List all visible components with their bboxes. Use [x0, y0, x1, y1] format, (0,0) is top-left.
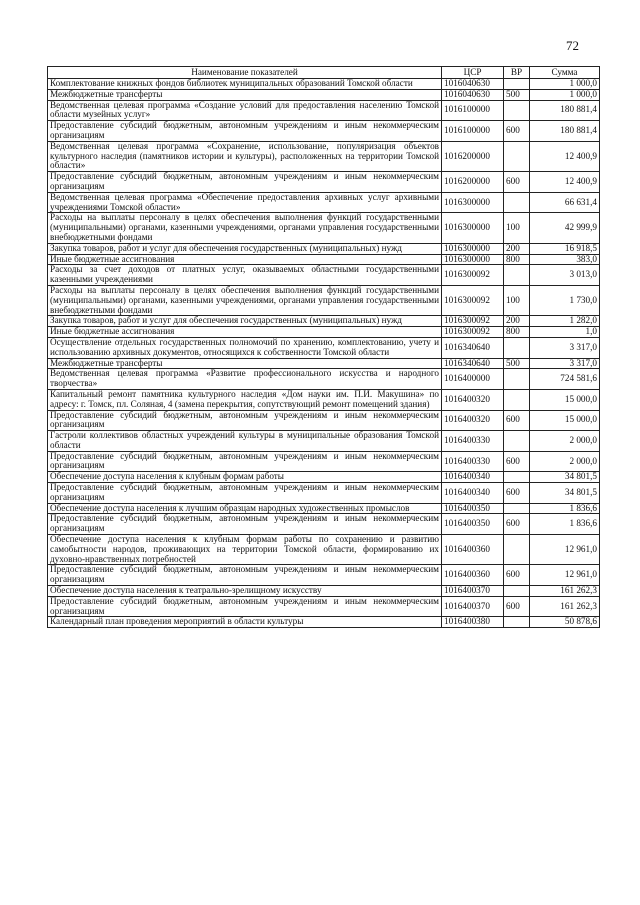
table-row: [48, 79, 600, 90]
table-row: [48, 410, 600, 431]
table-row: [48, 483, 600, 504]
table-row: [48, 265, 600, 286]
table-row: [48, 596, 600, 617]
budget-table: [47, 66, 600, 628]
row-csr-cell: 1016400370: [442, 586, 504, 597]
table-row: [48, 451, 600, 472]
table-row: [48, 535, 600, 565]
row-sum-cell: 15 000,0: [530, 389, 600, 410]
row-vr-cell: [504, 503, 530, 514]
row-vr-cell: 600: [504, 514, 530, 535]
row-sum-cell: 1 836,6: [530, 514, 600, 535]
row-vr-cell: [504, 586, 530, 597]
row-vr-cell: 100: [504, 213, 530, 243]
row-name-cell: Иные бюджетные ассигнования: [48, 254, 442, 265]
row-name-cell: Ведомственная целевая программа «Создание условий для предоставления населению Томской области музейных услуг»: [48, 100, 442, 121]
table-row: [48, 192, 600, 213]
row-vr-cell: [504, 79, 530, 90]
row-sum-cell: 3 317,0: [530, 358, 600, 369]
row-csr-cell: 1016300092: [442, 265, 504, 286]
page-number: 72: [566, 38, 579, 53]
row-csr-cell: 1016400350: [442, 514, 504, 535]
row-name-cell: Обеспечение доступа населения к лучшим образцам народных художественных промыслов: [48, 503, 442, 514]
row-vr-cell: 500: [504, 358, 530, 369]
row-sum-cell: 66 631,4: [530, 192, 600, 213]
row-sum-cell: 161 262,3: [530, 586, 600, 597]
row-sum-cell: 42 999,9: [530, 213, 600, 243]
row-name-cell: Предоставление субсидий бюджетным, автономным учреждениям и иным некоммерческим организациям: [48, 172, 442, 193]
row-vr-cell: [504, 389, 530, 410]
row-name-cell: Предоставление субсидий бюджетным, автономным учреждениям и иным некоммерческим организациям: [48, 483, 442, 504]
row-sum-cell: 2 000,0: [530, 451, 600, 472]
row-name-cell: Закупка товаров, работ и услуг для обеспечения государственных (муниципальных) нужд: [48, 243, 442, 254]
table-row: [48, 369, 600, 390]
row-sum-cell: 1 282,0: [530, 316, 600, 327]
row-name-cell: Обеспечение доступа населения к клубным формам работы по сохранению и развитию самобытности народов, проживающих на территории Томской области, формированию их духовно-нравственных потребностей: [48, 535, 442, 565]
table-row: [48, 172, 600, 193]
row-name-cell: Гастроли коллективов областных учреждений культуры в муниципальные образования Томской области: [48, 431, 442, 452]
row-name-cell: Закупка товаров, работ и услуг для обеспечения государственных (муниципальных) нужд: [48, 316, 442, 327]
row-csr-cell: 1016400320: [442, 389, 504, 410]
table-row: [48, 503, 600, 514]
row-vr-cell: [504, 535, 530, 565]
row-name-cell: Ведомственная целевая программа «Сохранение, использование, популяризация объектов культурного наследия (памятников истории и культуры), расположенных на территории Томской области»: [48, 141, 442, 171]
row-vr-cell: [504, 472, 530, 483]
row-vr-cell: 600: [504, 565, 530, 586]
table-row: [48, 254, 600, 265]
header-csr: ЦСР: [442, 67, 504, 79]
row-vr-cell: [504, 337, 530, 358]
row-sum-cell: 1 730,0: [530, 285, 600, 315]
row-vr-cell: 600: [504, 451, 530, 472]
row-sum-cell: 12 400,9: [530, 172, 600, 193]
row-csr-cell: 1016040630: [442, 79, 504, 90]
row-csr-cell: 1016300092: [442, 327, 504, 338]
row-name-cell: Комплектование книжных фондов библиотек муниципальных образований Томской области: [48, 79, 442, 90]
row-name-cell: Ведомственная целевая программа «Обеспечение предоставления архивных услуг архивными учреждениями Томской области»: [48, 192, 442, 213]
row-csr-cell: 1016040630: [442, 89, 504, 100]
row-vr-cell: 600: [504, 596, 530, 617]
header-name: Наименование показателей: [48, 67, 442, 79]
row-sum-cell: 50 878,6: [530, 617, 600, 628]
table-row: [48, 316, 600, 327]
table-row: [48, 243, 600, 254]
row-name-cell: Обеспечение доступа населения к театрально-зрелищному искусству: [48, 586, 442, 597]
row-csr-cell: 1016400360: [442, 565, 504, 586]
row-name-cell: Предоставление субсидий бюджетным, автономным учреждениям и иным некоммерческим организациям: [48, 410, 442, 431]
row-sum-cell: 1 000,0: [530, 79, 600, 90]
row-vr-cell: [504, 141, 530, 171]
row-vr-cell: 200: [504, 243, 530, 254]
row-csr-cell: 1016200000: [442, 141, 504, 171]
row-csr-cell: 1016400370: [442, 596, 504, 617]
row-sum-cell: 34 801,5: [530, 472, 600, 483]
row-csr-cell: 1016400000: [442, 369, 504, 390]
row-sum-cell: 1 836,6: [530, 503, 600, 514]
table-row: [48, 121, 600, 142]
row-vr-cell: 600: [504, 121, 530, 142]
row-name-cell: Осуществление отдельных государственных полномочий по хранению, комплектованию, учету и использованию архивных документов, относящихся к собственности Томской области: [48, 337, 442, 358]
table-row: [48, 285, 600, 315]
row-vr-cell: [504, 100, 530, 121]
row-vr-cell: [504, 192, 530, 213]
row-sum-cell: 3 317,0: [530, 337, 600, 358]
table-row: [48, 213, 600, 243]
table-row: [48, 431, 600, 452]
row-sum-cell: 12 961,0: [530, 565, 600, 586]
row-name-cell: Предоставление субсидий бюджетным, автономным учреждениям и иным некоммерческим организациям: [48, 565, 442, 586]
row-vr-cell: [504, 617, 530, 628]
row-name-cell: Предоставление субсидий бюджетным, автономным учреждениям и иным некоммерческим организациям: [48, 451, 442, 472]
table-row: [48, 514, 600, 535]
table-body: [48, 79, 600, 628]
row-csr-cell: 1016300000: [442, 213, 504, 243]
row-csr-cell: 1016300092: [442, 316, 504, 327]
row-csr-cell: 1016400340: [442, 472, 504, 483]
row-csr-cell: 1016400330: [442, 431, 504, 452]
row-vr-cell: [504, 369, 530, 390]
row-vr-cell: 600: [504, 483, 530, 504]
table-row: [48, 100, 600, 121]
row-csr-cell: 1016400350: [442, 503, 504, 514]
row-csr-cell: 1016300000: [442, 192, 504, 213]
row-sum-cell: 1 000,0: [530, 89, 600, 100]
row-sum-cell: 180 881,4: [530, 100, 600, 121]
row-name-cell: Расходы за счет доходов от платных услуг, оказываемых областными государственными казенными учреждениями: [48, 265, 442, 286]
row-sum-cell: 34 801,5: [530, 483, 600, 504]
row-name-cell: Капитальный ремонт памятника культурного наследия «Дом науки им. П.И. Макушина» по адресу: г. Томск, пл. Соляная, 4 (замена перекрытия, сопутствующий ремонт помещений здания): [48, 389, 442, 410]
row-sum-cell: 161 262,3: [530, 596, 600, 617]
header-vr: ВР: [504, 67, 530, 79]
row-name-cell: Межбюджетные трансферты: [48, 358, 442, 369]
row-vr-cell: 600: [504, 172, 530, 193]
row-csr-cell: 1016300000: [442, 254, 504, 265]
row-vr-cell: 200: [504, 316, 530, 327]
row-vr-cell: [504, 431, 530, 452]
row-name-cell: Расходы на выплаты персоналу в целях обеспечения выполнения функций государственными (муниципальными) органами, казенными учреждениями, органами управления государственными внебюджетными фондами: [48, 285, 442, 315]
row-vr-cell: [504, 265, 530, 286]
row-name-cell: Межбюджетные трансферты: [48, 89, 442, 100]
row-sum-cell: 2 000,0: [530, 431, 600, 452]
row-csr-cell: 1016400380: [442, 617, 504, 628]
row-name-cell: Иные бюджетные ассигнования: [48, 327, 442, 338]
table-row: [48, 358, 600, 369]
row-csr-cell: 1016400320: [442, 410, 504, 431]
row-vr-cell: 800: [504, 254, 530, 265]
row-csr-cell: 1016400360: [442, 535, 504, 565]
row-sum-cell: 3 013,0: [530, 265, 600, 286]
row-sum-cell: 1,0: [530, 327, 600, 338]
row-csr-cell: 1016200000: [442, 172, 504, 193]
row-vr-cell: 100: [504, 285, 530, 315]
row-vr-cell: 600: [504, 410, 530, 431]
row-csr-cell: 1016300092: [442, 285, 504, 315]
table-row: [48, 617, 600, 628]
table-row: [48, 389, 600, 410]
row-name-cell: Календарный план проведения мероприятий в области культуры: [48, 617, 442, 628]
row-csr-cell: 1016100000: [442, 100, 504, 121]
row-vr-cell: 500: [504, 89, 530, 100]
row-csr-cell: 1016100000: [442, 121, 504, 142]
table-row: [48, 565, 600, 586]
row-name-cell: Обеспечение доступа населения к клубным формам работы: [48, 472, 442, 483]
table-row: [48, 337, 600, 358]
row-sum-cell: 15 000,0: [530, 410, 600, 431]
row-name-cell: Предоставление субсидий бюджетным, автономным учреждениям и иным некоммерческим организациям: [48, 514, 442, 535]
row-csr-cell: 1016340640: [442, 358, 504, 369]
row-name-cell: Предоставление субсидий бюджетным, автономным учреждениям и иным некоммерческим организациям: [48, 121, 442, 142]
row-name-cell: Предоставление субсидий бюджетным, автономным учреждениям и иным некоммерческим организациям: [48, 596, 442, 617]
header-sum: Сумма: [530, 67, 600, 79]
table-header-row: [48, 67, 600, 79]
row-sum-cell: 383,0: [530, 254, 600, 265]
row-vr-cell: 800: [504, 327, 530, 338]
row-sum-cell: 12 400,9: [530, 141, 600, 171]
row-sum-cell: 180 881,4: [530, 121, 600, 142]
table-row: [48, 472, 600, 483]
row-sum-cell: 16 918,5: [530, 243, 600, 254]
row-name-cell: Ведомственная целевая программа «Развитие профессионального искусства и народного творчества»: [48, 369, 442, 390]
row-csr-cell: 1016340640: [442, 337, 504, 358]
table-row: [48, 586, 600, 597]
row-csr-cell: 1016300000: [442, 243, 504, 254]
row-csr-cell: 1016400330: [442, 451, 504, 472]
table-row: [48, 89, 600, 100]
table-row: [48, 327, 600, 338]
row-sum-cell: 724 581,6: [530, 369, 600, 390]
row-csr-cell: 1016400340: [442, 483, 504, 504]
row-sum-cell: 12 961,0: [530, 535, 600, 565]
row-name-cell: Расходы на выплаты персоналу в целях обеспечения выполнения функций государственными (муниципальными) органами, казенными учреждениями, органами управления государственными внебюджетными фондами: [48, 213, 442, 243]
table-row: [48, 141, 600, 171]
